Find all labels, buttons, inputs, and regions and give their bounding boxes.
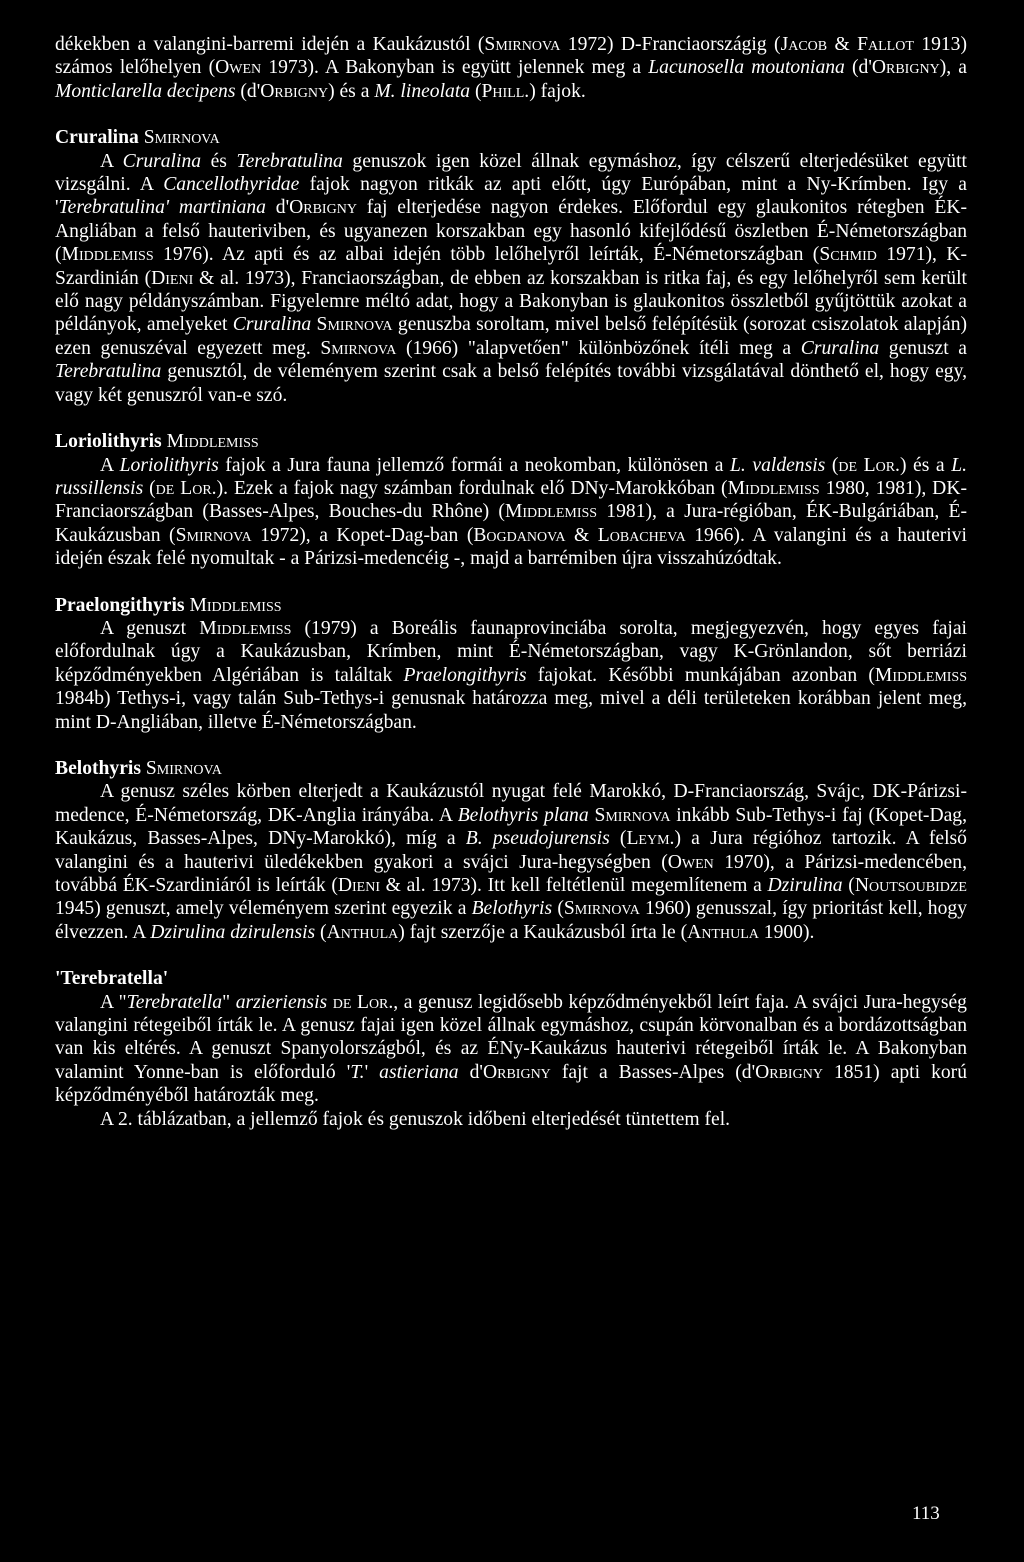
text-run: 1970), a Párizsi-medencében, továbbá ÉK-Szardiniáról is leírták ( <box>55 851 967 896</box>
text-run: 1973). A Bakonyban is együtt jelennek meg a <box>261 57 649 79</box>
text-run: (d' <box>844 57 872 79</box>
genus-section <box>55 967 967 1131</box>
text-run: 1851) apti korú képződményéből határozták meg. <box>55 1061 968 1107</box>
author-name: Anthula <box>326 921 399 943</box>
taxon-name: Loriolithyris <box>119 454 219 476</box>
author-name: Middlemiss <box>61 244 154 266</box>
taxon-name: Cruralina <box>232 314 312 336</box>
author-name: Lobacheva <box>597 524 686 546</box>
author-name: Schmid <box>819 244 877 266</box>
author-name: Smirnova <box>320 337 397 359</box>
author-name: Orbigny <box>871 57 940 79</box>
taxon-name: Dzirulina dzirulensis <box>150 921 316 943</box>
genus-name: 'Terebratella' <box>55 968 169 990</box>
text-run: ) fajt szerzője a Kaukázusból írta le ( <box>398 921 688 943</box>
text-run: 1913) számos lelőhelyen ( <box>55 34 967 79</box>
text-run: A <box>100 150 123 172</box>
text-run: ) fajok. <box>529 80 586 102</box>
taxon-name: Praelongithyris <box>403 664 527 686</box>
text-run: 1972) D-Franciaországig ( <box>560 34 781 55</box>
section-heading <box>55 967 967 990</box>
author-name: Middlemiss <box>727 477 820 499</box>
taxon-name: B. pseudojurensis <box>465 828 610 850</box>
text-run: és <box>201 150 237 172</box>
taxon-name: L. russillensis <box>55 454 967 499</box>
author-name: Dieni <box>337 875 380 896</box>
text-run: A 2. táblázatban, a jellemző fajok és genuszok időbeni elterjedését tüntettem fel. <box>100 1108 731 1130</box>
text-run: (1966) "alapvetően" különbözőnek ítéli meg a <box>396 337 801 359</box>
body-paragraph <box>55 1108 967 1131</box>
author-name: Smirnova <box>175 524 252 546</box>
author-name: Middlemiss <box>874 664 967 686</box>
author-name: Anthula <box>687 921 759 943</box>
text-run: genusztól, de véleményem szerint csak a belső felépítés további vizsgálatával dönthető el, hogy egy, vagy két genuszról van-e szó. <box>55 361 967 406</box>
author-name: Fallot <box>857 34 914 55</box>
text-run: & <box>827 34 858 55</box>
taxon-name: Terebratulina' martiniana <box>58 197 266 219</box>
text-run: & al. 1973). Itt kell feltétlenül megemlítenem a <box>379 875 768 896</box>
text-run: ( <box>825 454 839 476</box>
page-number: 113 <box>912 1503 940 1524</box>
text-run: & <box>565 524 598 546</box>
text-run: 1960) genusszal, így prioritást kell, hogy élvezzen. A <box>55 898 967 943</box>
author-name: Bogdanova <box>473 524 566 546</box>
text-run: 1972), a Kopet-Dag-ban ( <box>251 524 474 546</box>
genus-name: Belothyris <box>55 757 141 779</box>
document-page <box>55 33 967 1131</box>
text-run: , a genusz legidősebb képződményekből leírt faja. A svájci Jura-hegység valangini rétegeiből írták le. A genusz fajai igen közel állnak egymáshoz, csupán körvonalban és a bordázottságban van kis eltérés. A genuszt Spanyolországból, és az ÉNy-Kaukázus hauterivi rétegeiből írták le. A Bakonyban valamint Yonne-ban is előforduló ' <box>55 991 967 1083</box>
text-run: dékekben a valangini-barremi idején a Kaukázustól ( <box>55 34 485 55</box>
text-run: d' <box>458 1061 483 1083</box>
text-run: 1984b) Tethys-i, vagy talán Sub-Tethys-i genusnak határozza meg, mivel a déli területeken korábban jelent meg, mint D-Angliában, illetve É-Németországban. <box>55 688 967 733</box>
text-run: A <box>100 454 120 476</box>
text-run: d' <box>265 197 290 219</box>
text-run: ( <box>552 898 564 920</box>
body-paragraph <box>55 150 967 407</box>
author-name: Orbigny <box>482 1061 551 1083</box>
taxon-name: Terebratulina <box>55 361 162 383</box>
author-name: Orbigny <box>755 1061 823 1083</box>
genus-section <box>55 126 967 407</box>
text-run: " <box>222 991 236 1013</box>
genus-section <box>55 757 967 944</box>
body-paragraph <box>55 617 967 734</box>
taxon-name: L. valdensis <box>730 454 826 476</box>
author-name: Leym. <box>626 828 675 850</box>
taxon-name: Monticlarella decipens <box>55 80 236 102</box>
author-name: Orbigny <box>289 197 357 219</box>
text-run: fajok a Jura fauna jellemző formái a neokomban, különösen a <box>218 454 731 476</box>
author-name: Jacob <box>780 34 828 55</box>
author-name: Orbigny <box>260 80 329 102</box>
section-heading <box>55 126 967 149</box>
genus-author: Middlemiss <box>189 594 282 616</box>
genus-name: Cruralina <box>55 127 139 149</box>
text-run: A genuszt <box>100 617 200 639</box>
text-run: fajok nagyon ritkák az apti előtt, úgy Európában, mint a Ny-Krímben. Igy a ' <box>55 174 967 219</box>
author-name: Smirnova <box>484 34 561 55</box>
genus-author: Smirnova <box>145 757 222 779</box>
author-name: Owen <box>667 851 714 873</box>
section-heading <box>55 430 967 453</box>
text-run: ) és a <box>328 80 375 102</box>
genus-section <box>55 594 967 734</box>
genus-name: Praelongithyris <box>55 594 185 616</box>
section-heading <box>55 594 967 617</box>
intro-paragraph <box>55 33 967 103</box>
author-name: Smirnova <box>316 314 393 336</box>
taxon-name: Dzirulina <box>767 875 843 896</box>
taxon-name: Belothyris <box>471 898 553 920</box>
taxon-name: Cruralina <box>122 150 202 172</box>
taxon-name: Cancellothyridae <box>163 174 300 196</box>
text-run: 1900). <box>758 921 815 943</box>
taxon-name: T. <box>350 1061 365 1083</box>
text-run: genuszok igen közel állnak egymáshoz, így célszerű elterjedésüket együtt vizsgálni. A <box>55 150 967 196</box>
text-run: ( <box>842 875 855 896</box>
text-run: & al. 1973), Franciaországban, de ebben az korszakban is ritka faj, és egy lelőhelyről sem került elő nagy példányszámban. Figyelemre méltó adat, hogy a Bakonyban is glaukonitos összletből gyűjtöttük azokat a példányok, amelyeket <box>55 267 967 336</box>
text-run: genuszba soroltam, mivel belső felépítésük (sorozat csiszolatok alapján) ezen genuszéval egyezett meg. <box>55 314 968 359</box>
author-name: Middlemiss <box>199 617 292 639</box>
author-name: Dieni <box>151 267 194 289</box>
taxon-name: M. lineolata <box>374 80 471 102</box>
author-name: Owen <box>215 57 262 79</box>
author-name: de Lor. <box>155 477 217 499</box>
text-run: ( <box>143 477 156 499</box>
text-run: fajokat. Későbbi munkájában azonban ( <box>526 664 875 686</box>
text-run: ) a Jura régióhoz tartozik. A felső valangini és a hauterivi üledékekben gyakori a svájci Jura-hegységben ( <box>55 828 967 873</box>
taxon-name: Terebratella <box>126 991 223 1013</box>
text-run: A genusz széles körben elterjedt a Kaukázustól nyugat felé Marokkó, D-Franciaország, Svájc, DK-Párizsi-medence, É-Németország, DK-Anglia irányába. A <box>55 781 967 826</box>
taxon-name: Lacunosella moutoniana <box>648 57 845 79</box>
taxon-name: Cruralina <box>800 337 880 359</box>
text-run: ' <box>364 1061 380 1083</box>
body-paragraph <box>55 780 967 944</box>
taxon-name: arzieriensis <box>235 991 328 1013</box>
genus-section <box>55 430 967 570</box>
author-name: de Lor. <box>332 991 394 1013</box>
text-run: faj elterjedése nagyon érdekes. Előfordul egy glaukonitos rétegben ÉK-Angliában a felső hauteriviben, és ugyanezen korszakban egy hasonló kifejlődésű öszletben É-Németországban ( <box>55 197 967 266</box>
text-run: ) és a <box>899 454 952 476</box>
genus-author: Smirnova <box>143 127 220 149</box>
author-name: Noutsoubidze <box>854 875 967 896</box>
author-name: de Lor. <box>838 454 900 476</box>
text-run: ). Ezek a fajok nagy számban fordulnak elő DNy-Marokkóban ( <box>216 477 728 499</box>
text-run: fajt a Basses-Alpes (d' <box>550 1061 756 1083</box>
text-run: 1966). A valangini és a hauterivi idején észak felé nyomultak - a Párizsi-medencéig -, majd a barrémiben újra visszahúzódtak. <box>55 524 967 570</box>
body-paragraph <box>55 454 967 571</box>
body-paragraph <box>55 991 967 1108</box>
text-run: ( <box>609 828 627 850</box>
text-run: A " <box>100 991 127 1013</box>
genus-author: Middlemiss <box>166 431 259 453</box>
sections-container <box>55 126 967 1131</box>
text-run: 1945) genuszt, amely véleményem szerint egyezik a <box>55 898 472 920</box>
text-run: (d' <box>235 80 261 102</box>
author-name: Smirnova <box>563 898 640 920</box>
taxon-name: Belothyris plana <box>457 804 589 826</box>
text-run: ( <box>315 921 327 943</box>
taxon-name: Terebratulina <box>236 150 343 172</box>
taxon-name: astieriana <box>379 1061 459 1083</box>
section-heading <box>55 757 967 780</box>
author-name: Smirnova <box>594 804 671 826</box>
genus-name: Loriolithyris <box>55 431 162 453</box>
text-run: 1971), K-Szardinián ( <box>55 244 967 289</box>
text-run: (1979) a Boreális faunaprovinciába sorolta, megjegyezvén, hogy egyes fajai előfordulnak úgy a Kaukázusban, Krímben, mint É-Németországban, vagy K-Grönlandon, sőt berriázi képződményekben Algériában is találtak <box>55 617 967 686</box>
author-name: Middlemiss <box>504 501 598 523</box>
text-run: inkább Sub-Tethys-i faj (Kopet-Dag, Kaukázus, Basses-Alpes, DNy-Marokkó), míg a <box>55 804 967 850</box>
text-run: 1976). Az apti és az albai idején több lelőhelyről leírták, É-Németországban ( <box>153 244 820 266</box>
text-run: ), a <box>939 57 967 79</box>
author-name: Phill. <box>481 80 530 102</box>
text-run: genuszt a <box>879 337 967 359</box>
text-run: 1980, 1981), DK-Franciaországban (Basses-Alpes, Bouches-du Rhône) ( <box>55 477 967 523</box>
text-run: ( <box>470 80 482 102</box>
text-run: 1981), a Jura-régióban, ÉK-Bulgáriában, É-Kaukázusban ( <box>55 501 967 546</box>
